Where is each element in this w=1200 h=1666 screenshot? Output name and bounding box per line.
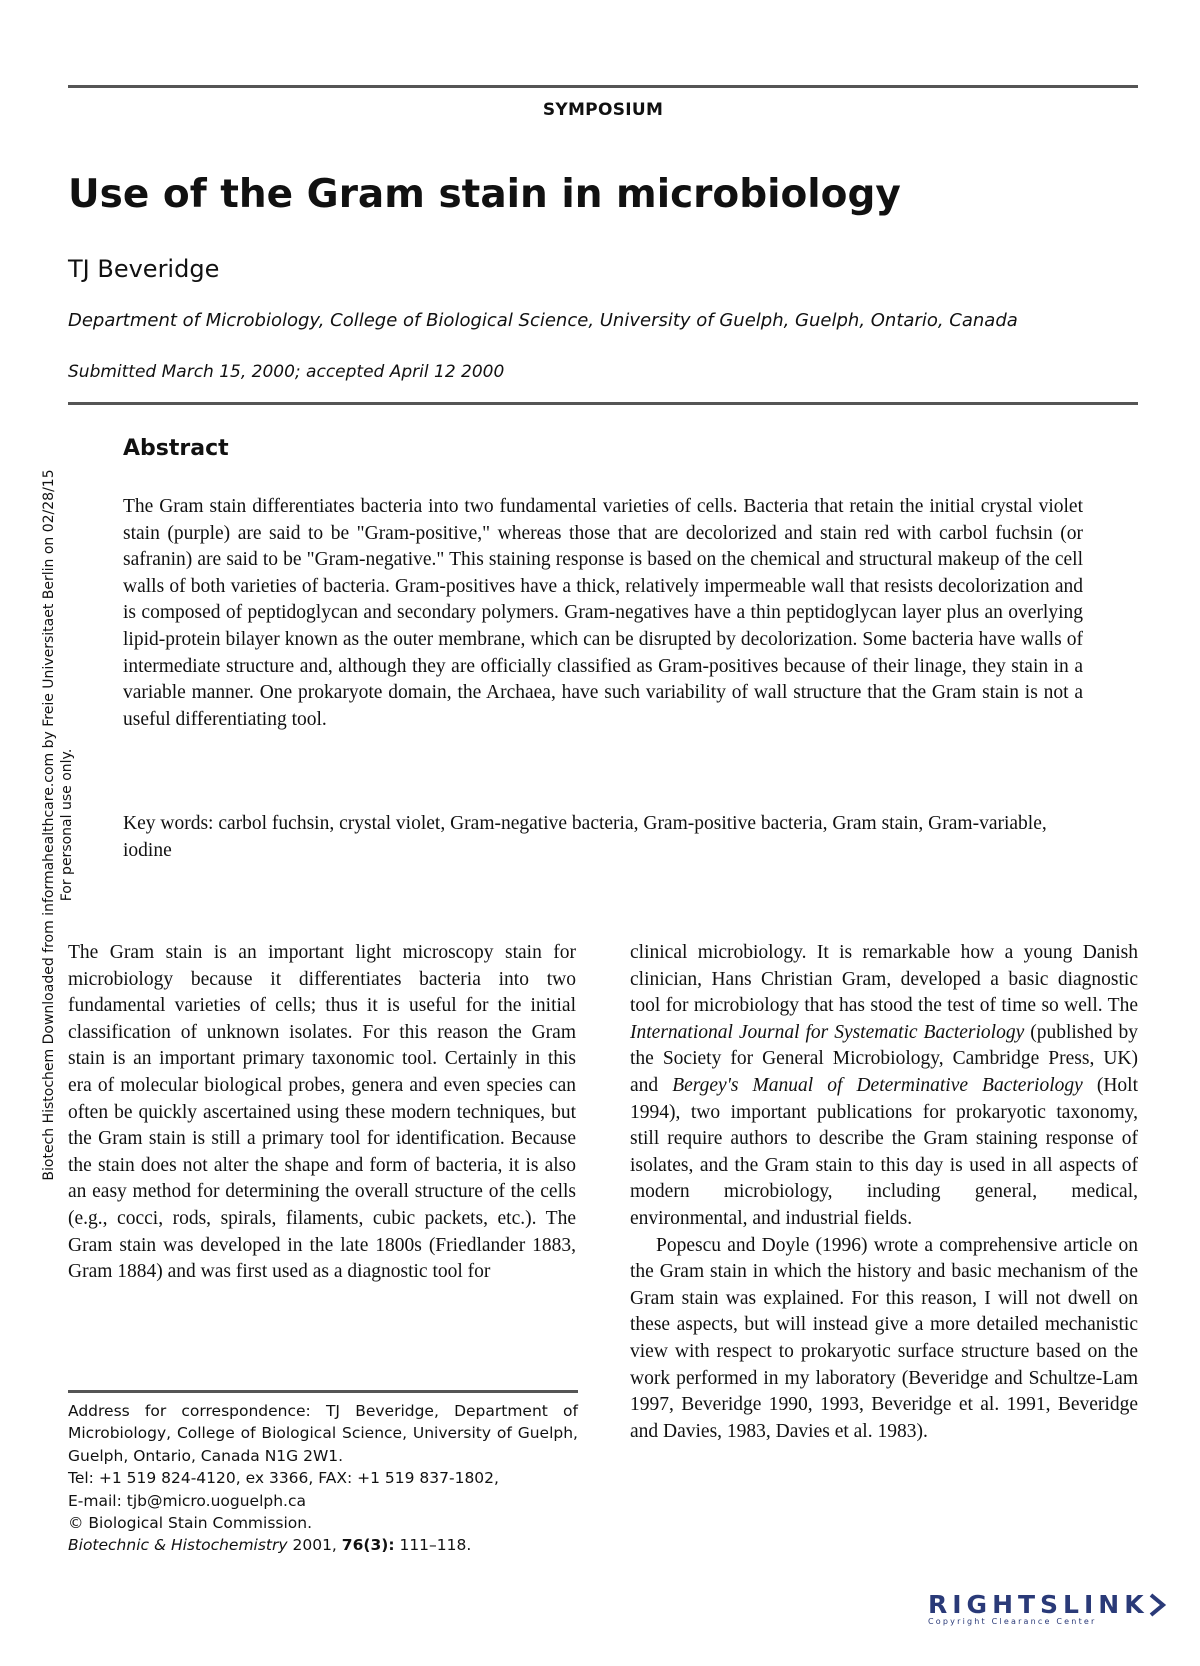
keywords-list: carbol fuchsin, crystal violet, Gram-negative bacteria, Gram-positive bacteria, Gram stain, Gram-variable, iodine xyxy=(123,813,1047,861)
logo-wordmark: RIGHTSLINK xyxy=(928,1590,1149,1619)
submission-dates: Submitted March 15, 2000; accepted April 12 2000 xyxy=(68,362,505,382)
citation-pages: 111–118. xyxy=(394,1536,472,1555)
copyright-notice: © Biological Stain Commission. xyxy=(68,1514,313,1533)
correspondence-contact: Tel: +1 519 824-4120, ex 3366, FAX: +1 519 837-1802, xyxy=(68,1469,499,1488)
article-title: Use of the Gram stain in microbiology xyxy=(68,172,901,217)
header-rule-bottom xyxy=(68,402,1138,405)
citation-year: 2001, xyxy=(287,1536,342,1555)
citation-volume: 76(3): xyxy=(341,1536,395,1555)
correspondence-email: E-mail: tjb@micro.uoguelph.ca xyxy=(68,1491,306,1510)
chevron-right-icon xyxy=(1144,1592,1170,1618)
author-affiliation: Department of Microbiology, College of Biological Science, University of Guelph, Guelph, Ontario, Canada xyxy=(68,310,1018,331)
body-paragraph xyxy=(630,940,1138,1233)
correspondence-address: Address for correspondence: TJ Beveridge, Department of Microbiology, College of Biological Science, University of Guelph, Guelph, Ontario, Canada N1G 2W1. xyxy=(68,1402,578,1465)
text-run: (published by the Society for General Microbiology, Cambridge Press, UK) and xyxy=(630,1021,1138,1096)
body-paragraph: Popescu and Doyle (1996) wrote a comprehensive article on the Gram stain in which the history and basic mechanism of the Gram stain was explained. For this reason, I will not dwell on these aspects, but will instead give a more detailed mechanistic view with respect to prokaryotic surface structure based on the work performed in my laboratory (Beveridge and Schultze-Lam 1997, Beveridge 1990, 1993, Beveridge et al. 1991, Beveridge and Davies, 1983, Davies et al. 1983). xyxy=(630,1234,1138,1442)
watermark-line: Biotech Histochem Downloaded from informahealthcare.com by Freie Universitaet Berlin on 02/28/15 xyxy=(41,469,57,1181)
keywords-label: Key words: xyxy=(123,813,214,834)
section-label: SYMPOSIUM xyxy=(542,100,664,120)
keywords xyxy=(123,811,1083,864)
body-column-right xyxy=(630,940,1138,1445)
journal-title: International Journal for Systematic Bacteriology xyxy=(630,1021,1025,1043)
download-watermark xyxy=(40,445,76,1205)
rightslink-logo[interactable] xyxy=(928,1590,1178,1636)
author-name: TJ Beveridge xyxy=(68,255,220,283)
header-rule-top xyxy=(68,85,1138,88)
abstract-text: The Gram stain differentiates bacteria into two fundamental varieties of cells. Bacteria that retain the initial crystal violet stain (purple) are said to be "Gram-positive," whereas those that are decolorized and stain red with carbol fuchsin (or safranin) are said to be "Gram-negative." This staining response is based on the chemical and structural makeup of the cell walls of both varieties of bacteria. Gram-positives have a thick, relatively impermeable wall that resists decolorization and is composed of peptidoglycan and secondary polymers. Gram-negatives have a thin peptidoglycan layer plus an overlying lipid-protein bilayer known as the outer membrane, which can be disrupted by decolorization. Some bacteria have walls of intermediate structure and, although they are officially classified as Gram-positives because of their linage, they stain in a variable manner. One prokaryote domain, the Archaea, have such variability of wall structure that the Gram stain is not a useful differentiating tool. xyxy=(123,496,1083,730)
text-run: clinical microbiology. It is remarkable how a young Danish clinician, Hans Christian Gram, developed a basic diagnostic tool for microbiology that has stood the test of time so well. The xyxy=(630,942,1138,1017)
text-run: (Holt 1994), two important publications for prokaryotic taxonomy, still require authors to describe the Gram staining response of isolates, and the Gram stain to this day is used in all aspects of modern microbiology, including general, medical, environmental, and industrial fields. xyxy=(630,1074,1138,1229)
logo-subtitle: Copyright Clearance Center xyxy=(928,1617,1097,1626)
abstract-heading: Abstract xyxy=(123,436,229,461)
journal-name: Biotechnic & Histochemistry xyxy=(68,1536,288,1555)
body-paragraph: The Gram stain is an important light microscopy stain for microbiology because it differentiates bacteria into two fundamental varieties of cells; thus it is useful for the initial classification of unknown isolates. For this reason the Gram stain is an important primary taxonomic tool. Certainly in this era of molecular biological probes, genera and even species can often be quickly ascertained using these modern techniques, but the Gram stain is still a primary tool for identification. Because the stain does not alter the shape and form of bacteria, it is also an easy method for determining the overall structure of the cells (e.g., cocci, rods, spirals, filaments, cubic packets, etc.). The Gram stain was developed in the late 1800s (Friedlander 1883, Gram 1884) and was first used as a diagnostic tool for xyxy=(68,942,576,1283)
footnote-rule xyxy=(68,1390,578,1393)
citation xyxy=(68,1534,578,1556)
book-title: Bergey's Manual of Determinative Bacteriology xyxy=(672,1074,1083,1096)
body-column-left xyxy=(68,940,576,1286)
watermark-line: For personal use only. xyxy=(59,748,75,902)
correspondence-footnote xyxy=(68,1400,578,1557)
